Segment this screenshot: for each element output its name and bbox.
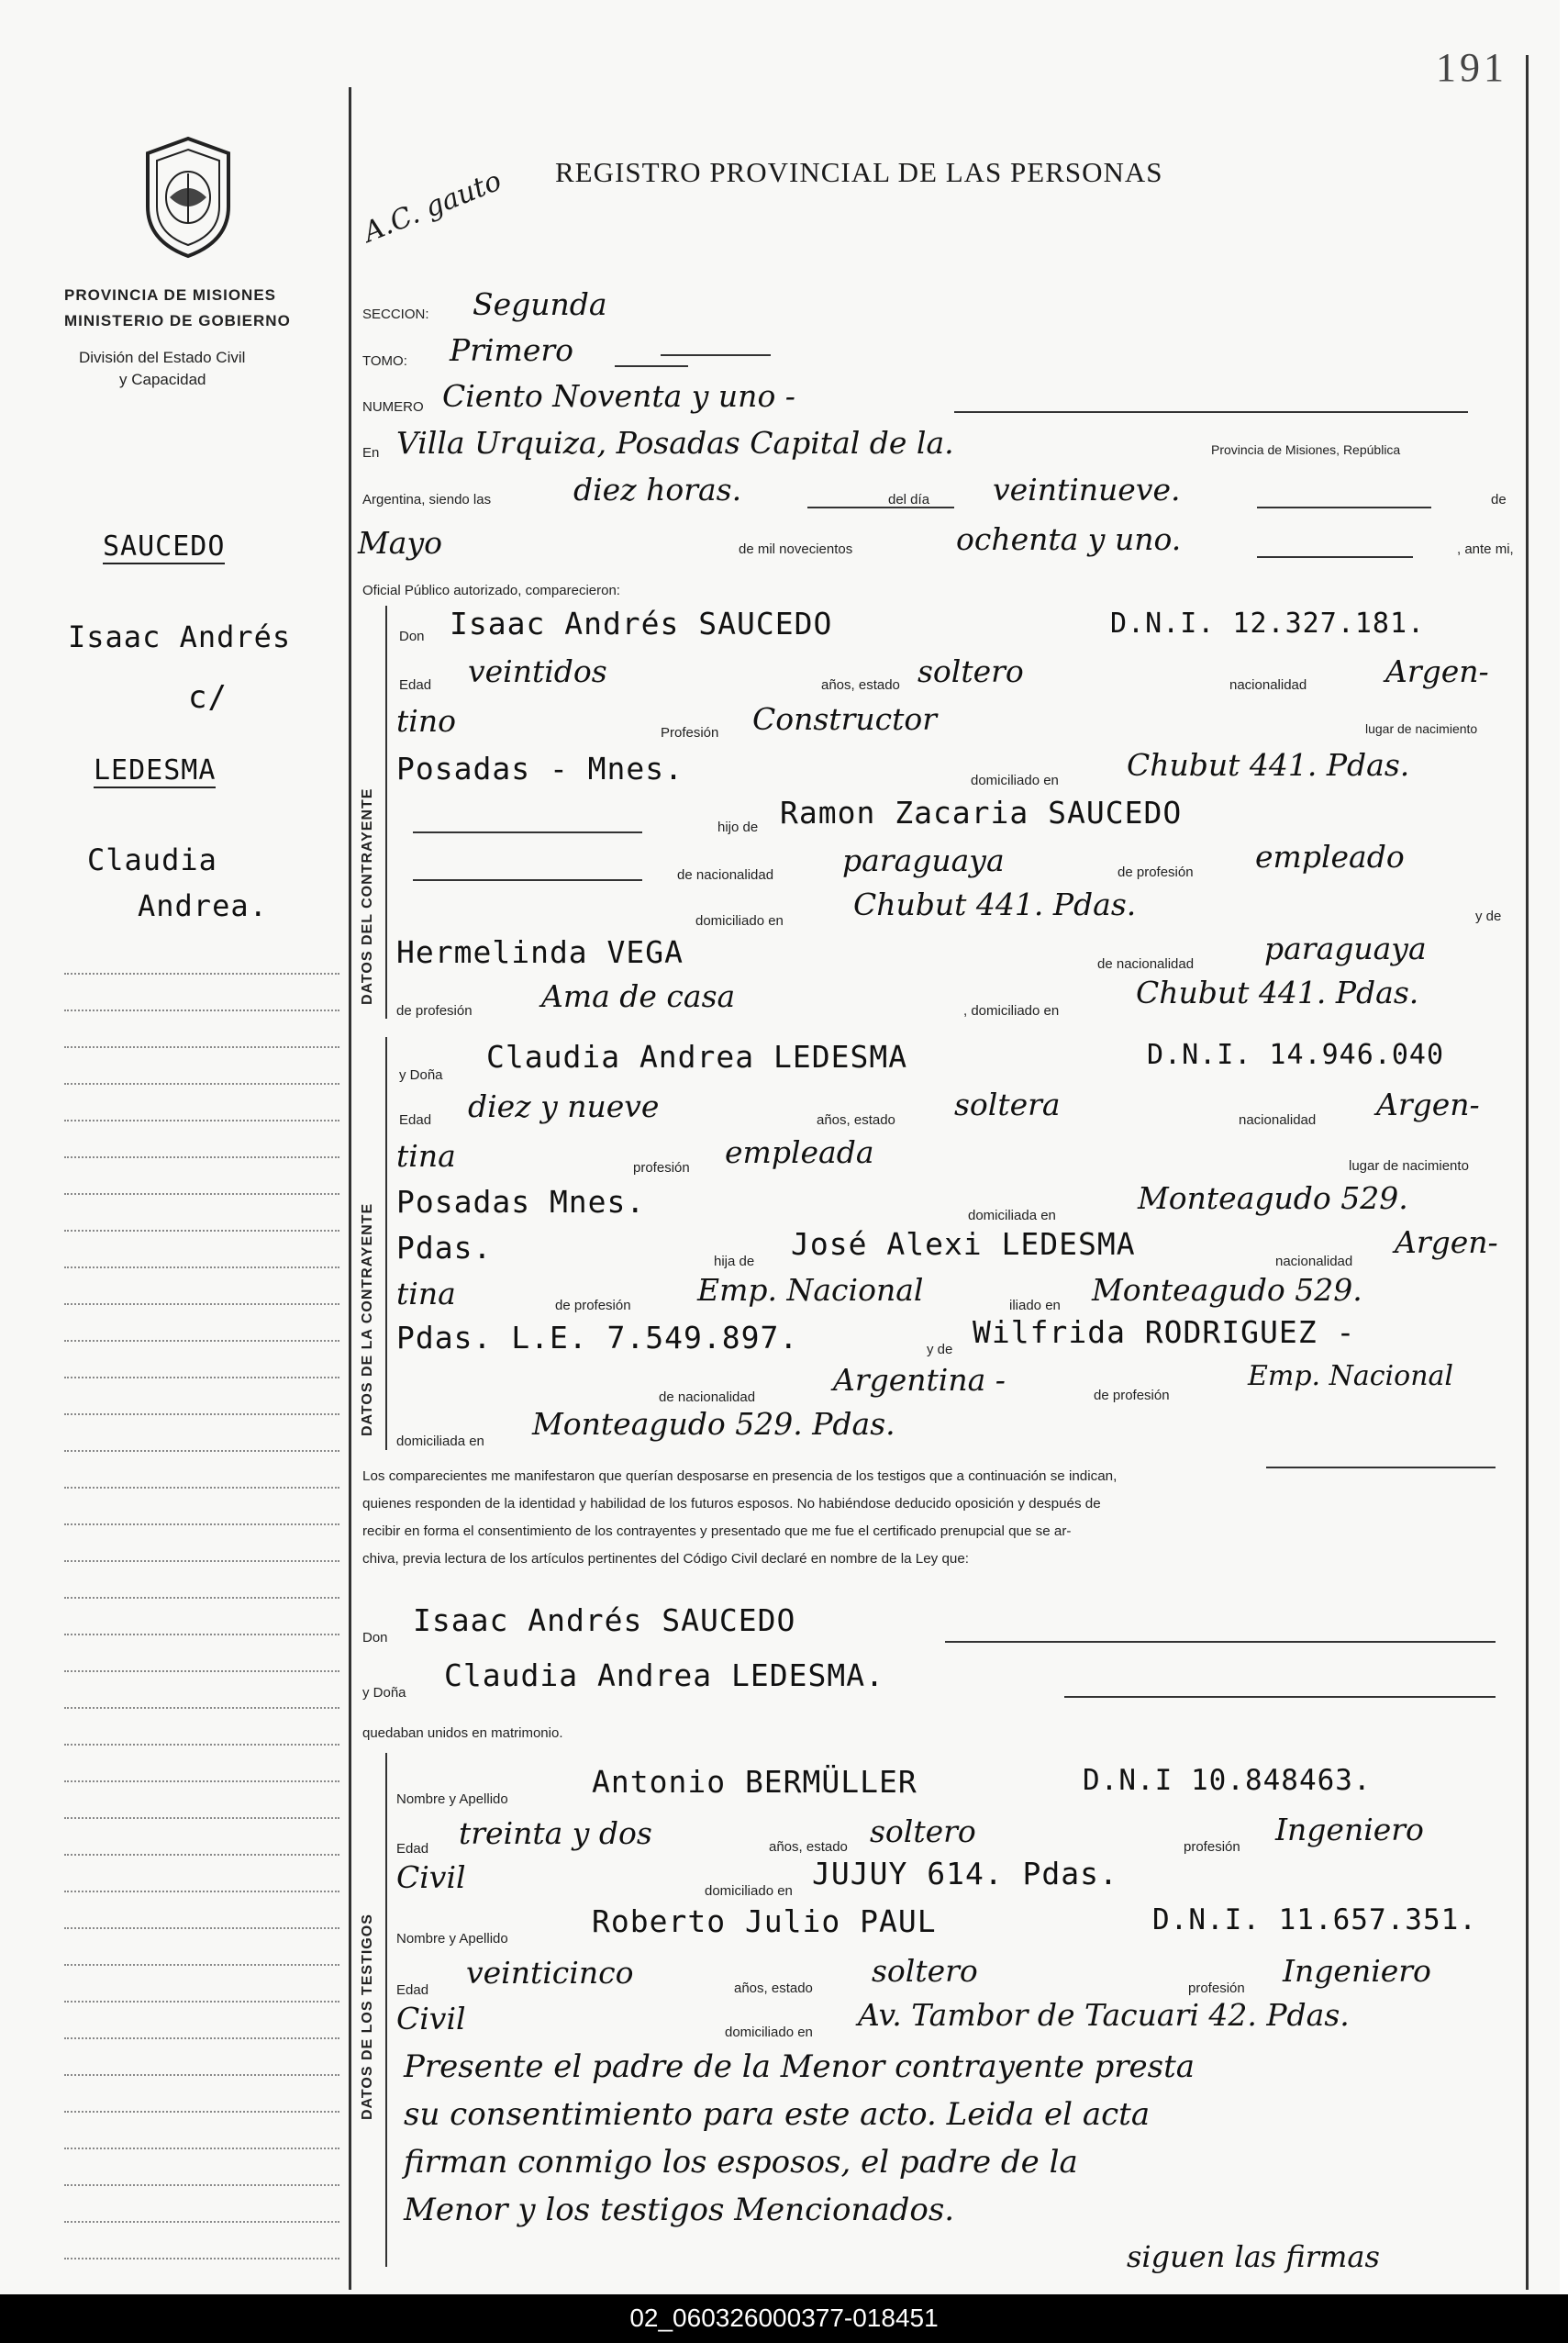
tomo-label: TOMO:	[362, 353, 407, 369]
t2-dom: Av. Tambor de Tacuari 42. Pdas.	[858, 1997, 1350, 2033]
hora-value: diez horas.	[573, 472, 742, 508]
t1-prof-b: Civil	[396, 1859, 466, 1895]
sidebar-name-1: Isaac Andrés	[68, 619, 292, 654]
c1-madre-dom-label: , domiciliado en	[963, 1003, 1060, 1019]
c2-profesion-label: profesión	[633, 1160, 690, 1176]
org-line-4: y Capacidad	[119, 371, 206, 388]
c2-padre-prof: Emp. Nacional	[697, 1272, 924, 1308]
dash-rule	[1266, 1467, 1496, 1468]
c1-madre-prof: Ama de casa	[541, 978, 736, 1014]
c2-madre-nac-label: de nacionalidad	[659, 1389, 756, 1405]
c1-edad: veintidos	[468, 653, 607, 689]
c2-hija-label: hija de	[714, 1254, 755, 1269]
declaracion-line-4: chiva, previa lectura de los artículos pertinentes del Código Civil declaré en nombre de la Ley que:	[362, 1551, 970, 1567]
c2-dni: D.N.I. 14.946.040	[1147, 1039, 1445, 1071]
c2-padre-dom-label: iliado en	[1009, 1298, 1061, 1313]
c1-don-label: Don	[399, 629, 425, 644]
c1-profesion-label: Profesión	[661, 725, 719, 741]
c1-madre-prof-label: de profesión	[396, 1003, 473, 1019]
declaracion-line-2: quienes responden de la identidad y habilidad de los futuros esposos. No habiéndose deducido oposición y después de	[362, 1496, 1101, 1512]
c2-lugar-nac: Posadas Mnes.	[396, 1184, 646, 1220]
c1-profesion: Constructor	[752, 701, 937, 737]
tomo-rule	[615, 365, 688, 367]
c2-madre-dom: Monteagudo 529. Pdas.	[532, 1406, 895, 1442]
en-label: En	[362, 445, 380, 461]
t2-edad: veinticinco	[466, 1955, 634, 1991]
org-line-1: PROVINCIA DE MISIONES	[64, 286, 277, 304]
contrayente2-bracket	[385, 1037, 387, 1450]
dash-rule	[807, 507, 954, 508]
c2-padre-le: Pdas. L.E. 7.549.897.	[396, 1320, 799, 1356]
c2-edad: diez y nueve	[468, 1088, 660, 1124]
lugar-value: Villa Urquiza, Posadas Capital de la.	[396, 425, 954, 461]
anio-value: ochenta y uno.	[956, 521, 1182, 557]
document-title: REGISTRO PROVINCIAL DE LAS PERSONAS	[555, 156, 1163, 188]
annotation: A.C. gauto	[359, 164, 506, 250]
t2-prof-b: Civil	[396, 2001, 466, 2036]
c2-nacionalidad-label: nacionalidad	[1239, 1112, 1317, 1128]
c1-madre-dom: Chubut 441. Pdas.	[1136, 975, 1419, 1010]
provincial-seal-icon	[133, 133, 243, 262]
contrayente1-label: DATOS DEL CONTRAYENTE	[360, 787, 375, 1005]
main-right-border	[1526, 55, 1529, 2290]
dash-rule	[413, 831, 642, 833]
t1-anos-estado: años, estado	[769, 1839, 848, 1855]
c2-nacionalidad-b: tina	[396, 1138, 456, 1174]
t1-nombre: Antonio BERMÜLLER	[592, 1764, 917, 1800]
c2-padre-nac-label: nacionalidad	[1275, 1254, 1353, 1269]
provincia-text: Provincia de Misiones, República	[1211, 442, 1401, 457]
t2-dom-label: domiciliado en	[725, 2025, 813, 2040]
t2-anos-estado: años, estado	[734, 1980, 813, 1996]
footer-id: 02_060326000377-018451	[629, 2304, 939, 2332]
quedaban-text: quedaban unidos en matrimonio.	[362, 1725, 563, 1741]
seccion-label: SECCION:	[362, 307, 429, 322]
c1-padre: Ramon Zacaria SAUCEDO	[780, 795, 1183, 831]
c2-domicilio-a: Monteagudo 529.	[1138, 1180, 1408, 1216]
c1-nacionalidad-label: nacionalidad	[1229, 677, 1307, 693]
c2-domiciliada-label: domiciliada en	[968, 1208, 1056, 1223]
c2-madre-dom-label: domiciliada en	[396, 1434, 484, 1449]
decl-dona-label: y Doña	[362, 1685, 406, 1701]
image-id-footer	[0, 2294, 1568, 2343]
t2-dni: D.N.I. 11.657.351.	[1152, 1903, 1477, 1936]
t2-estado: soltero	[872, 1953, 978, 1989]
c1-domicilio: Chubut 441. Pdas.	[1127, 747, 1410, 783]
mes-value: Mayo	[358, 525, 442, 561]
c1-padre-dom-label: domiciliado en	[695, 913, 784, 929]
de-mil-label: de mil novecientos	[739, 541, 853, 557]
c1-madre: Hermelinda VEGA	[396, 934, 684, 970]
numero-rule	[954, 411, 1468, 413]
t1-label: Nombre y Apellido	[396, 1791, 508, 1807]
oficial-text: Oficial Público autorizado, comparecieron:	[362, 583, 620, 598]
dash-rule	[1257, 507, 1431, 508]
obs-line-2: su consentimiento para este acto. Leida el acta	[404, 2096, 1151, 2133]
c1-nombre: Isaac Andrés SAUCEDO	[450, 606, 833, 642]
dash-rule	[661, 354, 771, 356]
c1-estado: soltero	[917, 653, 1024, 689]
obs-line-5: siguen las firmas	[1127, 2239, 1380, 2274]
obs-line-3: firman conmigo los esposos, el padre de la	[404, 2144, 1078, 2181]
c2-estado: soltera	[954, 1087, 1061, 1122]
c2-lugar-nac-label: lugar de nacimiento	[1349, 1158, 1469, 1174]
decl-don: Isaac Andrés SAUCEDO	[413, 1602, 796, 1638]
c1-nacionalidad-b: tino	[396, 703, 456, 739]
c2-madre-nac: Argentina -	[833, 1362, 1006, 1398]
ante-mi-label: , ante mi,	[1457, 541, 1514, 557]
t1-prof-a: Ingeniero	[1275, 1812, 1424, 1847]
obs-line-1: Presente el padre de la Menor contrayente presta	[404, 2048, 1195, 2085]
c2-nombre: Claudia Andrea LEDESMA	[486, 1039, 908, 1075]
t1-dom: JUJUY 614. Pdas.	[812, 1856, 1118, 1891]
c2-domicilio-b: Pdas.	[396, 1230, 493, 1266]
dia-value: veintinueve.	[993, 472, 1181, 508]
decl-don-label: Don	[362, 1630, 388, 1646]
c1-lugar-nac: Posadas - Mnes.	[396, 751, 684, 787]
page-number: 191	[1436, 45, 1507, 90]
numero-label: NUMERO	[362, 399, 424, 415]
sidebar-surname-1: SAUCEDO	[103, 530, 226, 563]
org-line-2: MINISTERIO DE GOBIERNO	[64, 312, 291, 329]
testigos-bracket	[385, 1753, 387, 2267]
c1-madre-nac-label: de nacionalidad	[1097, 956, 1195, 972]
t2-prof-label: profesión	[1188, 1980, 1245, 1996]
c1-y-de: y de	[1475, 909, 1502, 924]
c1-hijo-label: hijo de	[717, 820, 759, 835]
declaracion-line-1: Los comparecientes me manifestaron que querían desposarse en presencia de los testigos que a continuación se indican,	[362, 1468, 1118, 1484]
testigos-label: DATOS DE LOS TESTIGOS	[360, 1913, 375, 2120]
t2-label: Nombre y Apellido	[396, 1931, 508, 1947]
c2-padre-prof-label: de profesión	[555, 1298, 631, 1313]
dash-rule	[413, 879, 642, 881]
contrayente1-bracket	[385, 606, 387, 1019]
c2-y-de: y de	[927, 1342, 953, 1357]
c1-dni: D.N.I. 12.327.181.	[1110, 608, 1426, 640]
c1-nacionalidad-a: Argen-	[1385, 653, 1489, 689]
decl-dona-rule	[1064, 1696, 1496, 1698]
seccion-value: Segunda	[473, 286, 607, 322]
sidebar-name-2a: Claudia	[87, 842, 217, 877]
c2-anos-estado: años, estado	[817, 1112, 895, 1128]
c1-madre-nac: paraguaya	[1264, 931, 1427, 966]
dash-rule	[1257, 556, 1413, 558]
c2-padre-nac-b: tina	[396, 1276, 456, 1311]
de-label: de	[1491, 492, 1507, 508]
obs-line-4: Menor y los testigos Mencionados.	[404, 2192, 955, 2228]
t1-edad: treinta y dos	[459, 1815, 652, 1851]
t2-edad-label: Edad	[396, 1982, 429, 1998]
c1-anos-estado: años, estado	[821, 677, 900, 693]
c2-edad-label: Edad	[399, 1112, 432, 1128]
t2-nombre: Roberto Julio PAUL	[592, 1903, 937, 1939]
t1-estado: soltero	[870, 1813, 976, 1849]
c1-padre-dom: Chubut 441. Pdas.	[853, 887, 1137, 922]
t1-edad-label: Edad	[396, 1841, 429, 1857]
c2-padre-nac-a: Argen-	[1395, 1224, 1498, 1260]
c1-padre-prof-label: de profesión	[1118, 865, 1194, 880]
c1-edad-label: Edad	[399, 677, 432, 693]
decl-dona: Claudia Andrea LEDESMA.	[444, 1657, 884, 1693]
c1-padre-nac-label: de nacionalidad	[677, 867, 774, 883]
c1-lugar-nac-label: lugar de nacimiento	[1365, 721, 1478, 736]
c2-padre-dom: Monteagudo 529.	[1092, 1272, 1362, 1308]
declaracion-line-3: recibir en forma el consentimiento de los contrayentes y presentado que me fue el certificado prenupcial que se ar-	[362, 1523, 1072, 1539]
c2-padre: José Alexi LEDESMA	[791, 1226, 1136, 1262]
c1-padre-prof: empleado	[1255, 839, 1405, 875]
c1-padre-nac: paraguaya	[842, 842, 1005, 878]
c2-madre-prof: Emp. Nacional	[1248, 1360, 1454, 1392]
main-left-border	[349, 87, 351, 2290]
sidebar-surname-2: LEDESMA	[94, 754, 217, 787]
t2-prof-a: Ingeniero	[1283, 1953, 1431, 1989]
argentina-text: Argentina, siendo las	[362, 492, 492, 508]
numero-value: Ciento Noventa y uno -	[442, 378, 795, 414]
t1-dni: D.N.I 10.848463.	[1083, 1764, 1372, 1797]
del-dia-label: del día	[888, 492, 930, 508]
c2-nacionalidad-a: Argen-	[1376, 1087, 1480, 1122]
sidebar-name-2b: Andrea.	[138, 888, 268, 923]
t1-dom-label: domiciliado en	[705, 1883, 793, 1899]
c2-profesion: empleada	[725, 1134, 874, 1170]
c2-madre: Wilfrida RODRIGUEZ -	[973, 1314, 1356, 1350]
tomo-value: Primero	[450, 332, 573, 368]
sidebar-conj: c/	[188, 679, 228, 716]
t1-prof-label: profesión	[1184, 1839, 1240, 1855]
c2-madre-prof-label: de profesión	[1094, 1388, 1170, 1403]
org-line-3: División del Estado Civil	[79, 349, 246, 366]
c2-dona-label: y Doña	[399, 1067, 443, 1083]
contrayente2-label: DATOS DE LA CONTRAYENTE	[360, 1202, 375, 1436]
c1-domiciliado-label: domiciliado en	[971, 773, 1059, 788]
decl-don-rule	[945, 1641, 1496, 1643]
